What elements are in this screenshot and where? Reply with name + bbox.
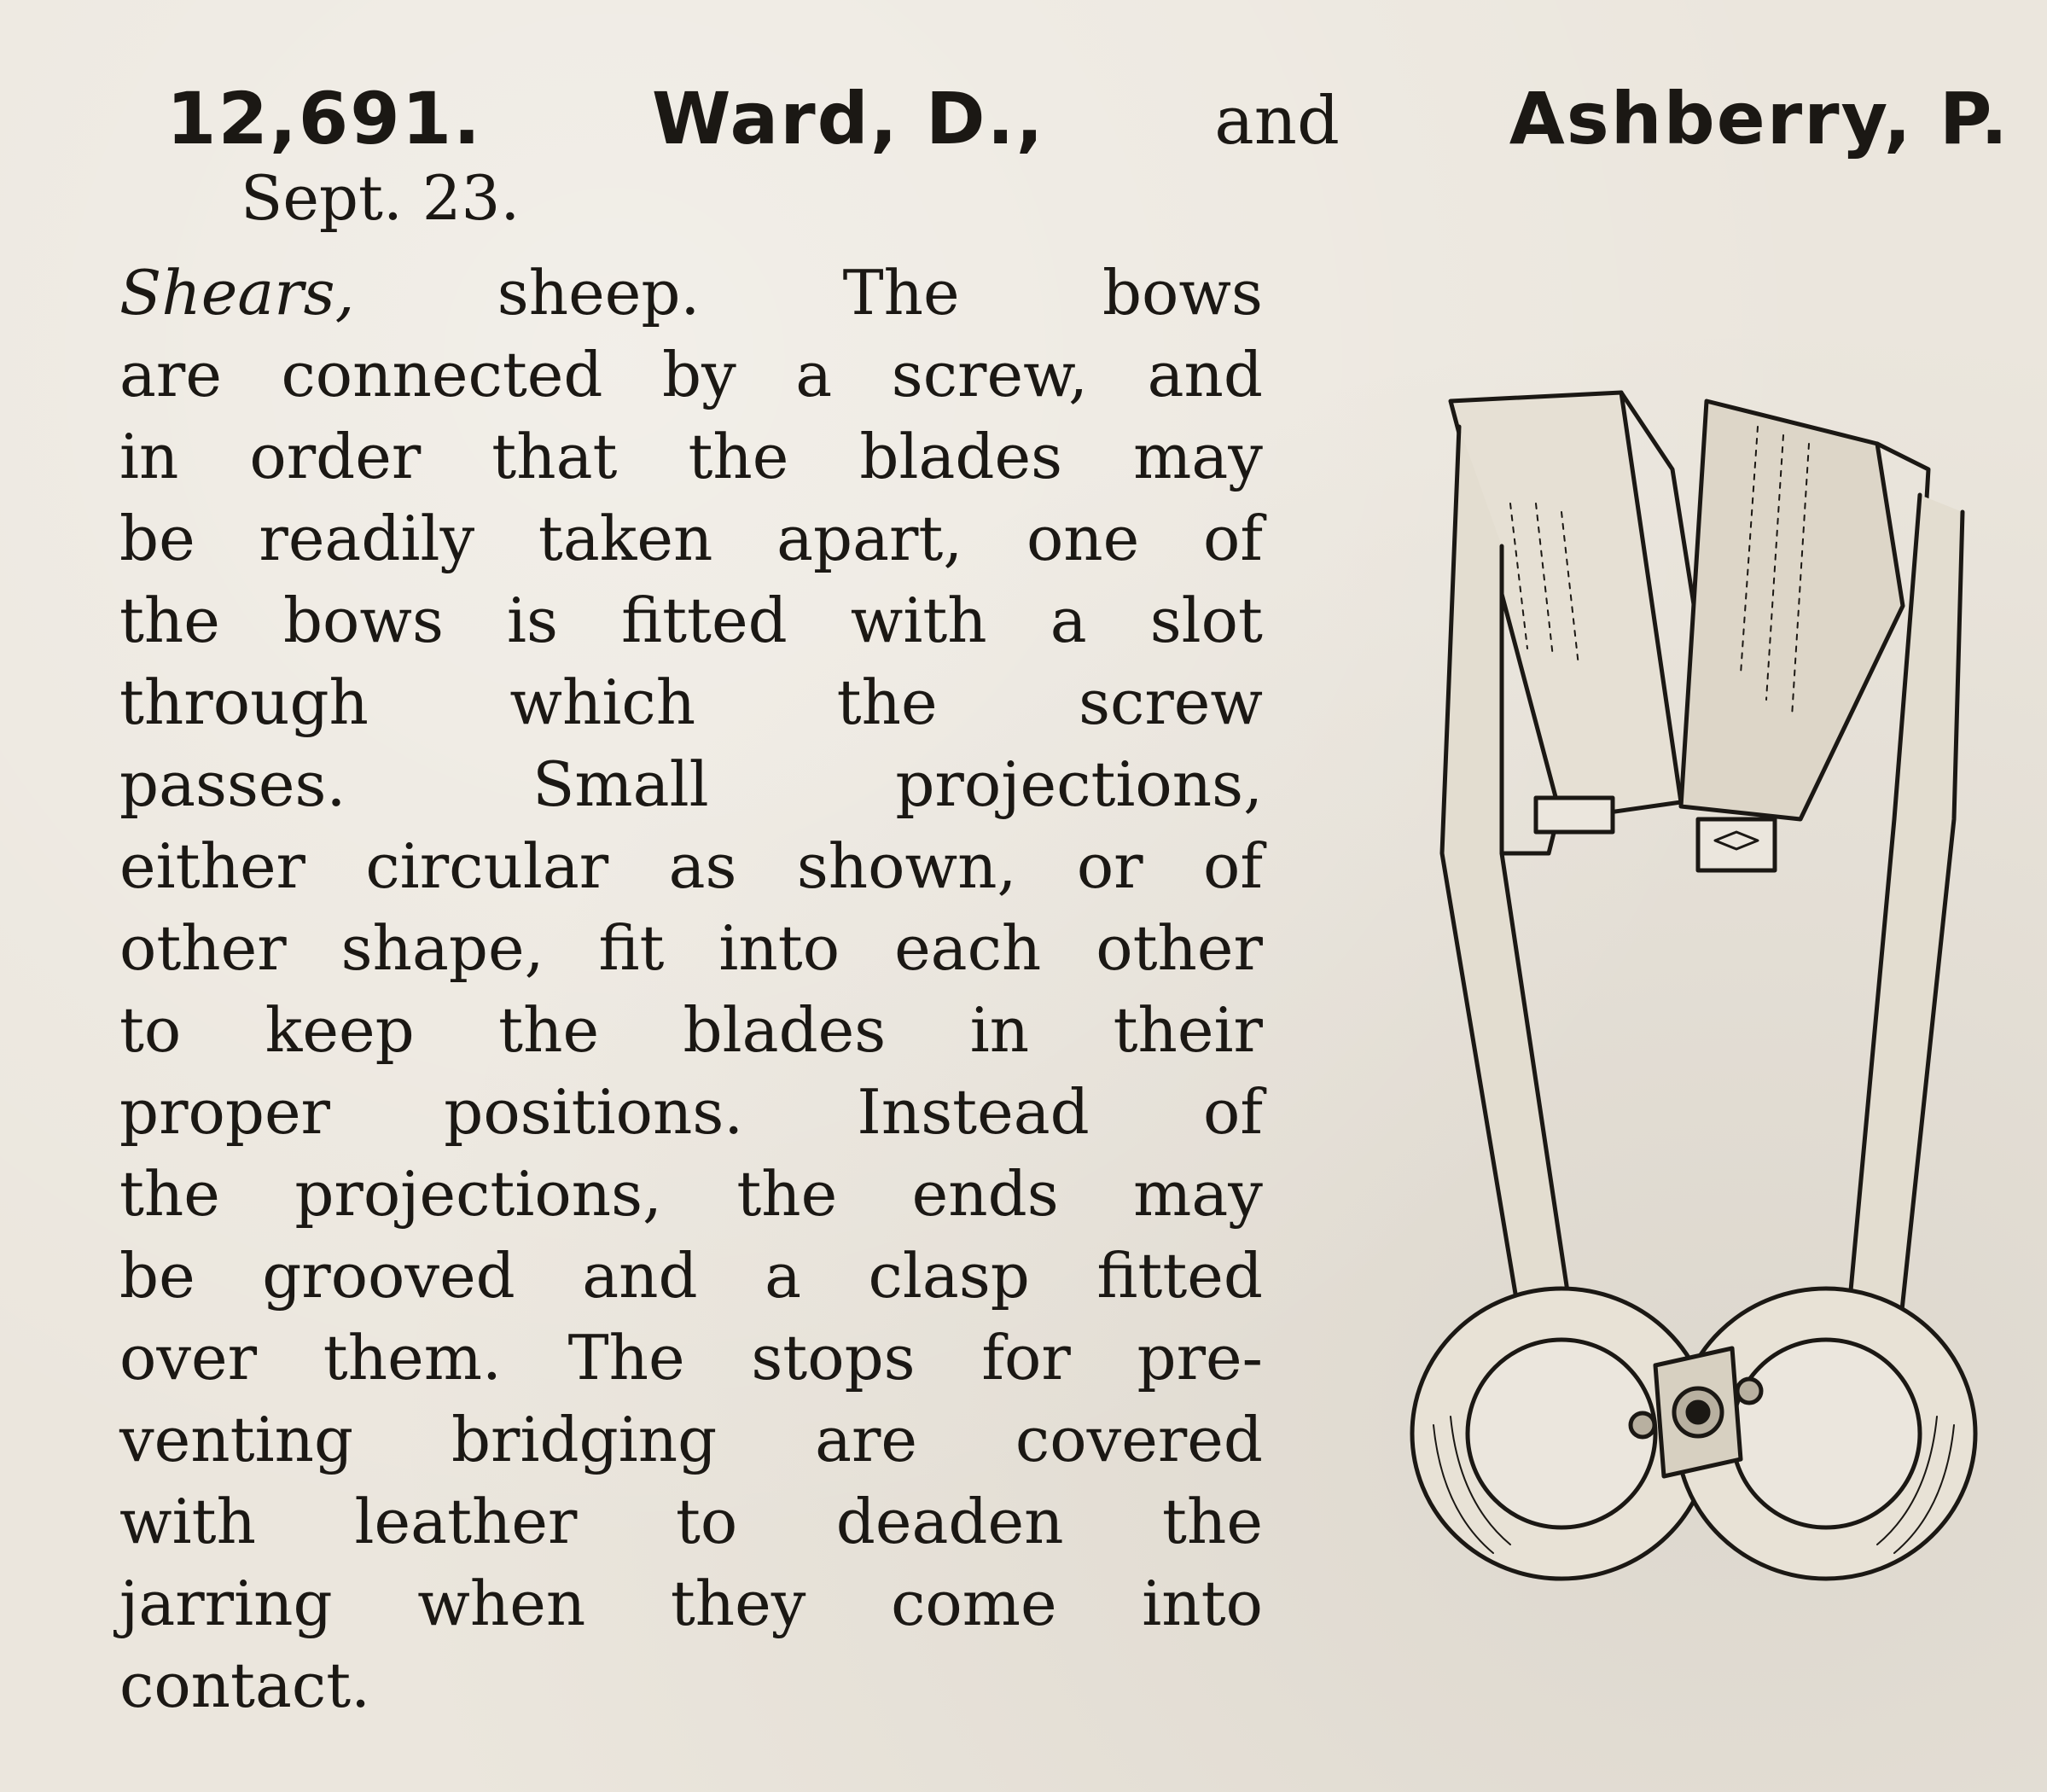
word: a: [795, 339, 833, 410]
word: leather: [354, 1486, 578, 1557]
word: keep: [265, 994, 415, 1066]
word: Small: [532, 748, 709, 820]
word: jarring: [119, 1568, 333, 1639]
text-line: [119, 1071, 1263, 1153]
word: as: [668, 830, 737, 902]
word: the: [736, 1158, 838, 1230]
word: the: [1162, 1486, 1263, 1557]
word: passes.: [119, 748, 346, 820]
text-line: [119, 661, 1263, 743]
word: through: [119, 666, 369, 738]
word: screw: [1079, 666, 1263, 738]
word: a: [1050, 585, 1087, 656]
word: is: [507, 585, 559, 656]
word: to: [675, 1486, 738, 1557]
conjunction: and: [1214, 83, 1340, 160]
text-line: [119, 1481, 1263, 1562]
word: blades: [859, 421, 1063, 492]
word: other: [1096, 912, 1263, 984]
word: The: [567, 1322, 685, 1393]
word: bows: [1102, 257, 1263, 329]
word: contact.: [119, 1649, 371, 1721]
word: into: [1142, 1568, 1263, 1639]
word: fitted: [621, 585, 788, 656]
first-inventor: Ward, D.,: [651, 77, 1045, 160]
word: bridging: [451, 1404, 718, 1475]
word: in: [119, 421, 179, 492]
word: other: [119, 912, 287, 984]
word: taken: [538, 503, 713, 574]
word: the: [688, 421, 789, 492]
text-line: [119, 1644, 1263, 1726]
word: each: [894, 912, 1042, 984]
word: the: [119, 1158, 220, 1230]
word: their: [1113, 994, 1263, 1066]
word: sheep.: [497, 257, 701, 329]
word: in: [969, 994, 1030, 1066]
text-line: [119, 1317, 1263, 1399]
word: apart,: [776, 503, 963, 574]
word: covered: [1015, 1404, 1263, 1475]
word: proper: [119, 1076, 330, 1148]
word: the: [119, 585, 220, 656]
second-inventor: Ashberry, P.: [1509, 77, 2009, 160]
text-line: [119, 907, 1263, 989]
word: shown,: [796, 830, 1017, 902]
word: be: [119, 503, 195, 574]
word: of: [1203, 1076, 1263, 1148]
word: connected: [281, 339, 603, 410]
word: one: [1026, 503, 1140, 574]
word: with: [119, 1486, 256, 1557]
sheep-shears-illustration: [1399, 375, 1980, 1587]
word: of: [1202, 830, 1263, 902]
word: may: [1133, 1158, 1263, 1230]
word: blades: [683, 994, 887, 1066]
word: by: [662, 339, 736, 410]
word: come: [891, 1568, 1057, 1639]
word: either: [119, 830, 305, 902]
word: may: [1133, 421, 1263, 492]
word: with: [850, 585, 987, 656]
text-line: [119, 579, 1263, 661]
text-line: [119, 1235, 1263, 1317]
word: venting: [119, 1404, 354, 1475]
word: over: [119, 1322, 258, 1393]
sheep-shears-drawing: [1399, 375, 1980, 1587]
word: order: [249, 421, 422, 492]
word: into: [718, 912, 840, 984]
word: be: [119, 1240, 195, 1312]
word: shape,: [340, 912, 544, 984]
word: stops: [751, 1322, 916, 1393]
patent-number: 12,691.: [166, 77, 483, 160]
word: to: [119, 994, 182, 1066]
word: which: [509, 666, 696, 738]
text-line: [119, 1399, 1263, 1481]
text-line: [119, 497, 1263, 579]
word: circular: [365, 830, 609, 902]
word: the: [836, 666, 938, 738]
text-line: [119, 334, 1263, 416]
word: bows: [282, 585, 444, 656]
text-line: [119, 989, 1263, 1071]
word: Instead: [857, 1076, 1090, 1148]
word: ends: [911, 1158, 1059, 1230]
entry-date: Sept. 23.: [241, 162, 520, 234]
word: Shears,: [119, 257, 355, 329]
word: them.: [323, 1322, 502, 1393]
word: pre-: [1137, 1322, 1263, 1393]
word: The: [842, 257, 960, 329]
word: they: [670, 1568, 806, 1639]
word: when: [417, 1568, 586, 1639]
word: readily: [259, 503, 475, 574]
word: clasp: [868, 1240, 1030, 1312]
text-line: [119, 416, 1263, 497]
word: slot: [1149, 585, 1263, 656]
word: and: [582, 1240, 698, 1312]
word: are: [119, 339, 222, 410]
word: fitted: [1096, 1240, 1263, 1312]
word: a: [765, 1240, 802, 1312]
word: grooved: [262, 1240, 515, 1312]
word: the: [498, 994, 600, 1066]
text-line: [119, 825, 1263, 907]
text-line: [119, 743, 1263, 825]
text-line: [119, 1562, 1263, 1644]
word: screw,: [891, 339, 1089, 410]
text-line: [119, 1153, 1263, 1235]
word: projections,: [895, 748, 1263, 820]
word: deaden: [835, 1486, 1064, 1557]
word: of: [1202, 503, 1263, 574]
word: and: [1147, 339, 1263, 410]
word: projections,: [294, 1158, 662, 1230]
word: are: [815, 1404, 918, 1475]
word: positions.: [444, 1076, 744, 1148]
entry-description: [119, 252, 1263, 1726]
text-line: [119, 252, 1263, 334]
word: fit: [598, 912, 665, 984]
word: for: [981, 1322, 1071, 1393]
word: or: [1076, 830, 1143, 902]
word: that: [491, 421, 618, 492]
